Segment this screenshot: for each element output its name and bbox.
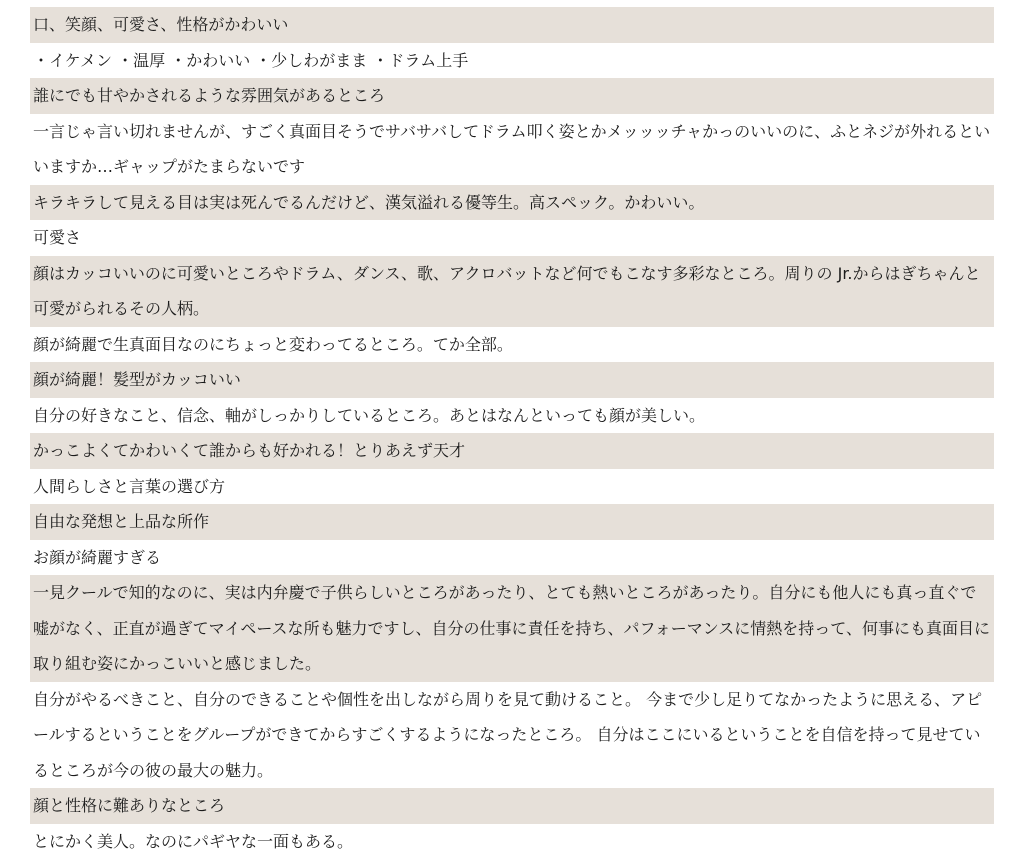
- comment-row: 顔はカッコいいのに可愛いところやドラム、ダンス、歌、アクロバットなど何でもこなす多彩なところ。周りの Jr.からはぎちゃんと可愛がられるその人柄。: [30, 256, 994, 327]
- comment-row: お顔が綺麗すぎる: [30, 540, 994, 576]
- comment-row: 顔が綺麗で生真面目なのにちょっと変わってるところ。てか全部。: [30, 327, 994, 363]
- comment-row: 一言じゃ言い切れませんが、すごく真面目そうでサバサバしてドラム叩く姿とかメッッッチャかっのいいのに、ふとネジが外れるといいますか…ギャップがたまらないです: [30, 114, 994, 185]
- comment-row: 可愛さ: [30, 220, 994, 256]
- comment-row: 誰にでも甘やかされるような雰囲気があるところ: [30, 78, 994, 114]
- comment-row: ・イケメン ・温厚 ・かわいい ・少しわがまま ・ドラム上手: [30, 43, 994, 79]
- comment-row: 自分の好きなこと、信念、軸がしっかりしているところ。あとはなんといっても顔が美しい。: [30, 398, 994, 434]
- comment-row: 一見クールで知的なのに、実は内弁慶で子供らしいところがあったり、とても熱いところがあったり。自分にも他人にも真っ直ぐで嘘がなく、正直が過ぎてマイペースな所も魅力ですし、自分の仕事に責任を持ち、パフォーマンスに情熱を持って、何事にも真面目に取り組む姿にかっこいいと感じました。: [30, 575, 994, 682]
- comment-row: かっこよくてかわいくて誰からも好かれる！とりあえず天才: [30, 433, 994, 469]
- comment-row: 人間らしさと言葉の選び方: [30, 469, 994, 505]
- comment-row: とにかく美人。なのにパギヤな一面もある。: [30, 824, 994, 860]
- comment-row: 顔と性格に難ありなところ: [30, 788, 994, 824]
- comment-row: 顔が綺麗！髪型がカッコいい: [30, 362, 994, 398]
- comment-list: [30, 7, 994, 859]
- comment-row: 自由な発想と上品な所作: [30, 504, 994, 540]
- comment-row: キラキラして見える目は実は死んでるんだけど、漢気溢れる優等生。高スペック。かわいい。: [30, 185, 994, 221]
- comment-row: 口、笑顔、可愛さ、性格がかわいい: [30, 7, 994, 43]
- comment-row: 自分がやるべきこと、自分のできることや個性を出しながら周りを見て動けること。 今まで少し足りてなかったように思える、アピールするということをグループができてからすごくするようになったところ。 自分はここにいるということを自信を持って見せているところが今の彼の最大の魅力。: [30, 682, 994, 789]
